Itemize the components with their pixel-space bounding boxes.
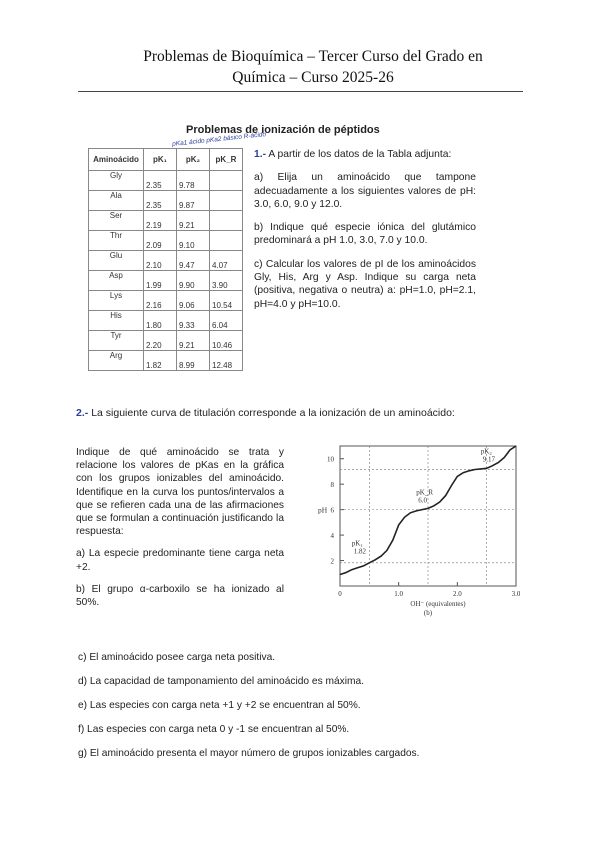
problem-1-number: 1.- [254,149,267,160]
amino-acid-cell: Ser [89,211,144,231]
problem-2-item-f: f) Las especies con carga neta 0 y -1 se encuentran al 50%. [78,724,350,735]
amino-acid-cell: Thr [89,231,144,251]
chart-caption: (b) [423,609,433,617]
table-row [89,311,243,331]
pk-value-cell: 2.20 [144,331,177,351]
problem-1-intro: A partir de los datos de la Tabla adjunta: [268,149,452,160]
pk-value-cell [210,171,243,191]
problem-1-part-a: a) Elija un aminoácido que tampone adecuadamente a los siguientes valores de pH: 3.0, 6.0, 9.0 y 12.0. [254,172,476,210]
table-row [89,291,243,311]
problem-2-intro: Indique de qué aminoácido se trata y relacione los valores de pKas en la gráfica con los grupos ionizables del aminoácido. Identifique en la curva los puntos/intervalos a que se refieren cada una de las afirmaciones que se formulan a continuación justificando la respuesta: [76,447,284,538]
header-title-line1: Problemas de Bioquímica – Tercer Curso del Grado en [143,48,483,65]
titration-chart [300,438,520,618]
problem-1 [254,148,476,321]
problem-2-number: 2.- [76,407,89,419]
problem-2-item-g: g) El aminoácido presenta el mayor número de grupos ionizables cargados. [78,748,420,759]
pk-value-cell [210,191,243,211]
pk-annotation-label: pK₁ [351,539,363,548]
table-header: pK_R [210,149,243,171]
x-tick-label: 2.0 [452,590,462,598]
table-row [89,351,243,371]
pk-value-cell: 9.21 [177,331,210,351]
amino-acid-cell: Asp [89,271,144,291]
table-row [89,271,243,291]
y-axis-label: pH [318,505,328,515]
y-tick-label: 8 [330,481,334,490]
y-tick-label: 2 [330,557,334,566]
amino-acid-cell: Arg [89,351,144,371]
problem-2-item-a: a) La especie predominante tiene carga neta +2. [76,548,284,573]
section-title: Problemas de ionización de péptidos [186,124,380,136]
pk-value-cell: 9.06 [177,291,210,311]
pk-value-cell: 2.10 [144,251,177,271]
pk-value-cell: 1.99 [144,271,177,291]
pk-value-cell: 9.33 [177,311,210,331]
header-title-line2: Química – Curso 2025-26 [232,69,394,86]
amino-acid-cell: Glu [89,251,144,271]
problem-2-item-e: e) Las especies con carga neta +1 y +2 se encuentran al 50%. [78,700,361,711]
pk-value-cell: 9.10 [177,231,210,251]
pk-value-cell [210,231,243,251]
x-axis-label: OH⁻ (equivalentes) [410,600,466,608]
pk-value-cell: 9.90 [177,271,210,291]
x-tick-label: 0 [338,590,342,598]
pk-annotation-label: pK₂ [480,447,492,456]
x-tick-label: 3.0 [511,590,520,598]
pk-value-cell: 2.09 [144,231,177,251]
pka-table [88,148,243,371]
pk-annotation-label: pK_R [416,488,434,497]
pk-value-cell: 12.48 [210,351,243,371]
pk-value-cell: 1.80 [144,311,177,331]
pk-annotation-value: 9.17 [482,455,496,464]
problem-2-item-c: c) El aminoácido posee carga neta positiva. [78,652,276,663]
problem-2-items [78,651,498,771]
amino-acid-cell: Ala [89,191,144,211]
pk-annotation-value: 6.0 [418,496,428,505]
pk-value-cell: 2.35 [144,191,177,211]
amino-acid-cell: Tyr [89,331,144,351]
problem-1-part-c: c) Calcular los valores de pI de los aminoácidos Gly, His, Arg y Asp. Indique su carga neta (positiva, negativa o neutra) a: pH=1.0, pH=2.1, pH=4.0 y pH=10.0. [254,258,476,310]
amino-acid-cell: Lys [89,291,144,311]
problem-2-item-b: b) El grupo α-carboxilo se ha ionizado al 50%. [76,583,284,609]
table-row [89,251,243,271]
table-header: pK₁ [144,149,177,171]
pk-value-cell: 4.07 [210,251,243,271]
problem-1-part-b: b) Indique qué especie iónica del glutámico predominará a pH 1.0, 3.0, 7.0 y 10.0. [254,222,476,247]
problem-2-intro-block [76,446,284,618]
table-header: pK₂ [177,149,210,171]
amino-acid-cell: Gly [89,171,144,191]
pk-annotation-value: 1.82 [353,547,366,556]
amino-acid-cell: His [89,311,144,331]
pk-value-cell: 10.46 [210,331,243,351]
pk-value-cell: 2.16 [144,291,177,311]
page-header [78,46,548,88]
table-row [89,211,243,231]
table-header: Aminoácido [89,149,144,171]
pk-value-cell: 9.87 [177,191,210,211]
table-row [89,171,243,191]
pk-value-cell: 2.35 [144,171,177,191]
header-divider [78,91,523,92]
y-tick-label: 10 [327,455,334,464]
pk-value-cell: 9.78 [177,171,210,191]
table-row [89,331,243,351]
pk-value-cell: 10.54 [210,291,243,311]
pk-value-cell: 3.90 [210,271,243,291]
y-tick-label: 6 [330,506,334,515]
handwritten-annotation: pKa1 ácido pKa2 básico R-ácido [171,131,267,148]
table-body [89,171,243,371]
x-tick-label: 1.0 [394,590,404,598]
pk-value-cell [210,211,243,231]
problem-2-item-d: d) La capacidad de tamponamiento del aminoácido es máxima. [78,676,364,687]
pk-value-cell: 2.19 [144,211,177,231]
table-row [89,191,243,211]
problem-2-heading-text: La siguiente curva de titulación corresponde a la ionización de un aminoácido: [91,407,455,419]
table-header-row [89,149,243,171]
pk-value-cell: 6.04 [210,311,243,331]
table-row [89,231,243,251]
pk-value-cell: 9.21 [177,211,210,231]
y-tick-label: 4 [330,532,334,541]
pk-value-cell: 9.47 [177,251,210,271]
pk-value-cell: 8.99 [177,351,210,371]
problem-2-heading [76,407,480,421]
pk-value-cell: 1.82 [144,351,177,371]
